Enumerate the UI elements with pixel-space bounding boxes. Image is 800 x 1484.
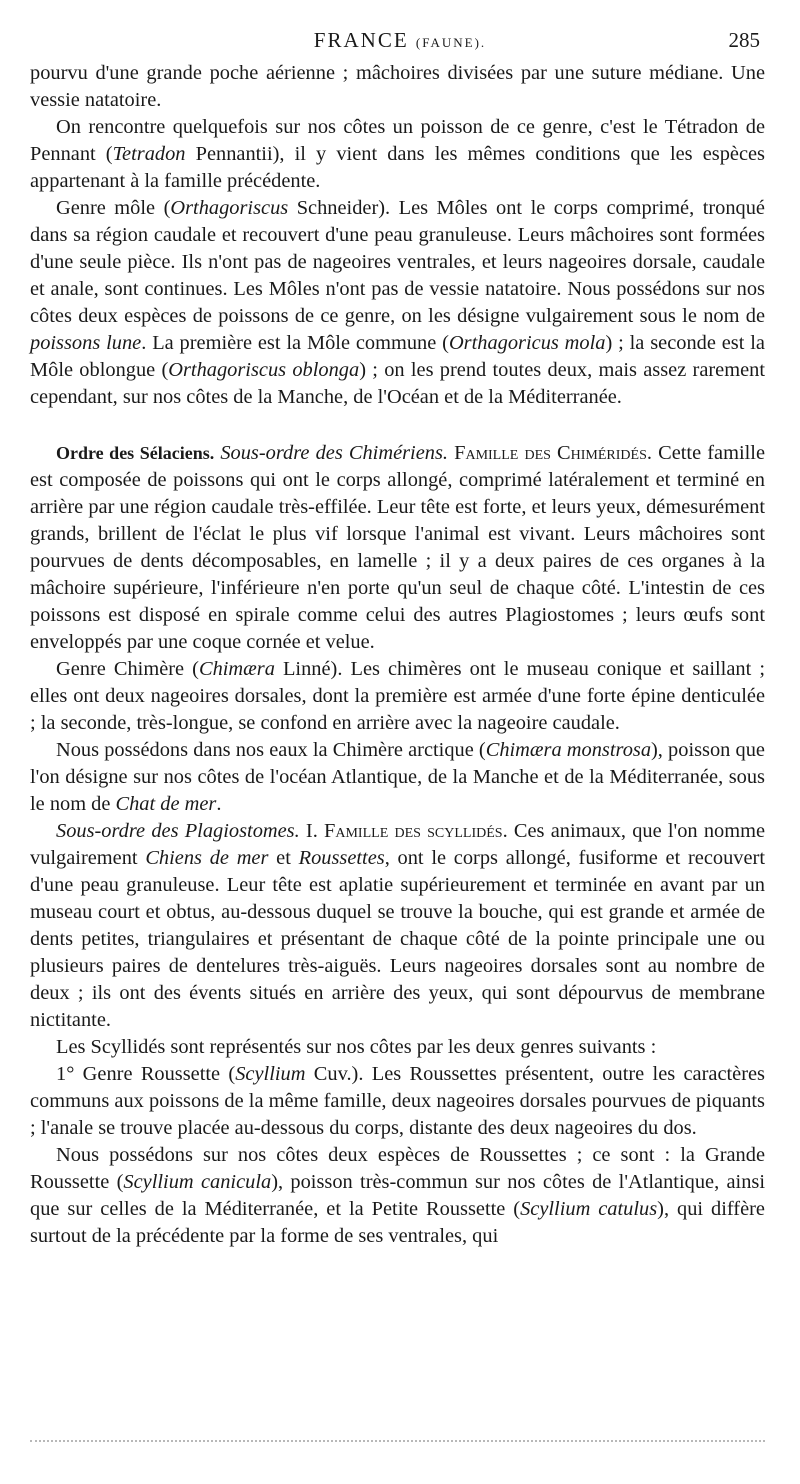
order-heading: Ordre des Sélaciens. [56,443,215,463]
text-run: Cette famille est composée de poissons qui ont le corps allongé, comprimé latéralement et terminé en arrière par une région caudale très-effilée. Leur tête est forte, et leurs yeux, démesurément grands, brillent de l'éclat le plus vif lorsque l'animal est vivant. Leurs mâchoires sont pourvues de dents décomposables, en lamelle ; il y a deux paires de ces organes à la mâchoire supérieure, l'inférieure n'en porte qu'un seul de chaque côté. L'intestin de ces poissons est disposé en spirale comme celui des autres Plagiostomes ; leurs œufs sont enveloppés par une coque cornée et velue. [30,442,765,653]
italic-run: Chiens de mer [145,847,269,869]
text-run: Pennantii), il y vient dans les mêmes conditions que les espèces appartenant à la famille précédente. [30,143,765,192]
text-body [30,60,765,1250]
italic-run: Scyllium [235,1063,306,1085]
text-run: Les Scyllidés sont représentés sur nos côtes par les deux genres suivants : [56,1036,657,1058]
text-run: ) ; on les prend toutes deux, mais assez rarement cependant, sur nos côtes de la Manche, de l'Océan et de la Méditerranée. [30,359,765,408]
paragraph [30,114,765,195]
paragraph [30,737,765,818]
paragraph [30,656,765,737]
text-run: Nous possédons dans nos eaux la Chimère arctique ( [56,739,486,761]
running-head-title: FRANCE [313,28,409,52]
paragraph [30,1034,765,1061]
page-header [30,28,770,58]
text-run: Linné). Les chimères ont le museau conique et saillant ; elles ont deux nageoires dorsales, dont la première est armée d'une forte épine denticulée ; la seconde, très-longue, se confond en arrière avec la nageoire caudale. [30,658,765,734]
page-number: 285 [728,28,760,52]
italic-run: Chat de mer [115,793,217,815]
family-heading: Famille des scyllidés. [324,820,508,842]
italic-run: Sous-ordre des Plagiostomes. [56,820,300,842]
text-run: ) ; la seconde est la Môle oblongue ( [30,332,765,381]
text-run: Schneider). Les Môles ont le corps comprimé, tronqué dans sa région caudale et recouvert d'une peau granuleuse. Leurs mâchoires sont formées d'une seule pièce. Ils n'ont pas de nageoires ventrales, et leurs nageoires dorsale, caudale et anale, sont continues. Les Môles n'ont pas de vessie natatoire. Nous possédons sur nos côtes deux espèces de poissons de ce genre, on les désigne vulgairement sous le nom de [30,197,765,327]
italic-run: poissons lune [30,332,142,354]
text-run: Cuv.). Les Roussettes présentent, outre les caractères communs aux poissons de la même famille, deux nageoires dorsales pourvues de piquants ; l'anale se trouve placée au-dessous du corps, distante des deux nageoires du dos. [30,1063,765,1139]
paragraph [30,440,765,656]
paragraph [30,1142,765,1250]
text-run: Genre Chimère ( [56,658,199,680]
italic-run: Sous-ordre des Chimériens. [220,442,448,464]
italic-run: Orthagoricus mola [448,332,606,354]
italic-run: Orthagoriscus [170,197,289,219]
paragraph [30,60,765,114]
text-run: ), poisson très-commun sur nos côtes de l'Atlantique, ainsi que sur celles de la Méditerranée, et la Petite Roussette ( [30,1171,766,1220]
paragraph [30,1061,765,1142]
text-run: ), qui diffère surtout de la précédente par la forme de ses ventrales, qui [30,1198,765,1247]
paragraph [30,818,765,1034]
text-run: , ont le corps allongé, fusiforme et recouvert d'une peau granuleuse. Leur tête est aplatie supérieurement et terminée en avant par un museau court et obtus, au-dessous duquel se trouve la bouche, qui est grande et armée de dents petites, triangulaires et présentant de chaque côté de la pointe principale une ou plusieurs paires de dentelures très-aiguës. Leurs nageoires dorsales sont au nombre de deux ; ils ont des évents situés en arrière des yeux, qui sont dépourvus de membrane nictitante. [30,847,765,1031]
family-heading: Famille des Chiméridés. [454,442,652,464]
text-run: 1° Genre Roussette ( [56,1063,236,1085]
italic-run: Tetradon [112,143,186,165]
italic-run: Orthagoriscus oblonga [168,359,360,381]
text-run: pourvu d'une grande poche aérienne ; mâchoires divisées par une suture médiane. Une vessie natatoire. [30,62,765,111]
text-run: . [216,793,222,815]
paragraph [30,195,765,411]
running-head [30,28,770,53]
italic-run: Chimæra [198,658,275,680]
italic-run: Scyllium catulus [520,1198,658,1220]
text-run: ), poisson que l'on désigne sur nos côtes de l'océan Atlantique, de la Manche et de la Méditerranée, sous le nom de [30,739,765,815]
running-head-subtitle: (FAUNE). [415,35,487,50]
bottom-rule [30,1440,765,1442]
text-run: I. [299,820,325,842]
italic-run: Roussettes [298,847,385,869]
text-run: Genre môle ( [56,197,171,219]
text-run: . La première est la Môle commune ( [141,332,449,354]
italic-run: Scyllium canicula [123,1171,272,1193]
text-run: et [268,847,299,869]
italic-run: Chimæra monstrosa [485,739,652,761]
text-run: On rencontre quelquefois sur nos côtes un poisson de ce genre, c'est le Tétradon de Pennant ( [30,116,765,165]
text-run: Nous possédons sur nos côtes deux espèces de Roussettes ; ce sont : la Grande Roussette ( [30,1144,765,1193]
text-run: Ces animaux, que l'on nomme vulgairement [30,820,766,869]
